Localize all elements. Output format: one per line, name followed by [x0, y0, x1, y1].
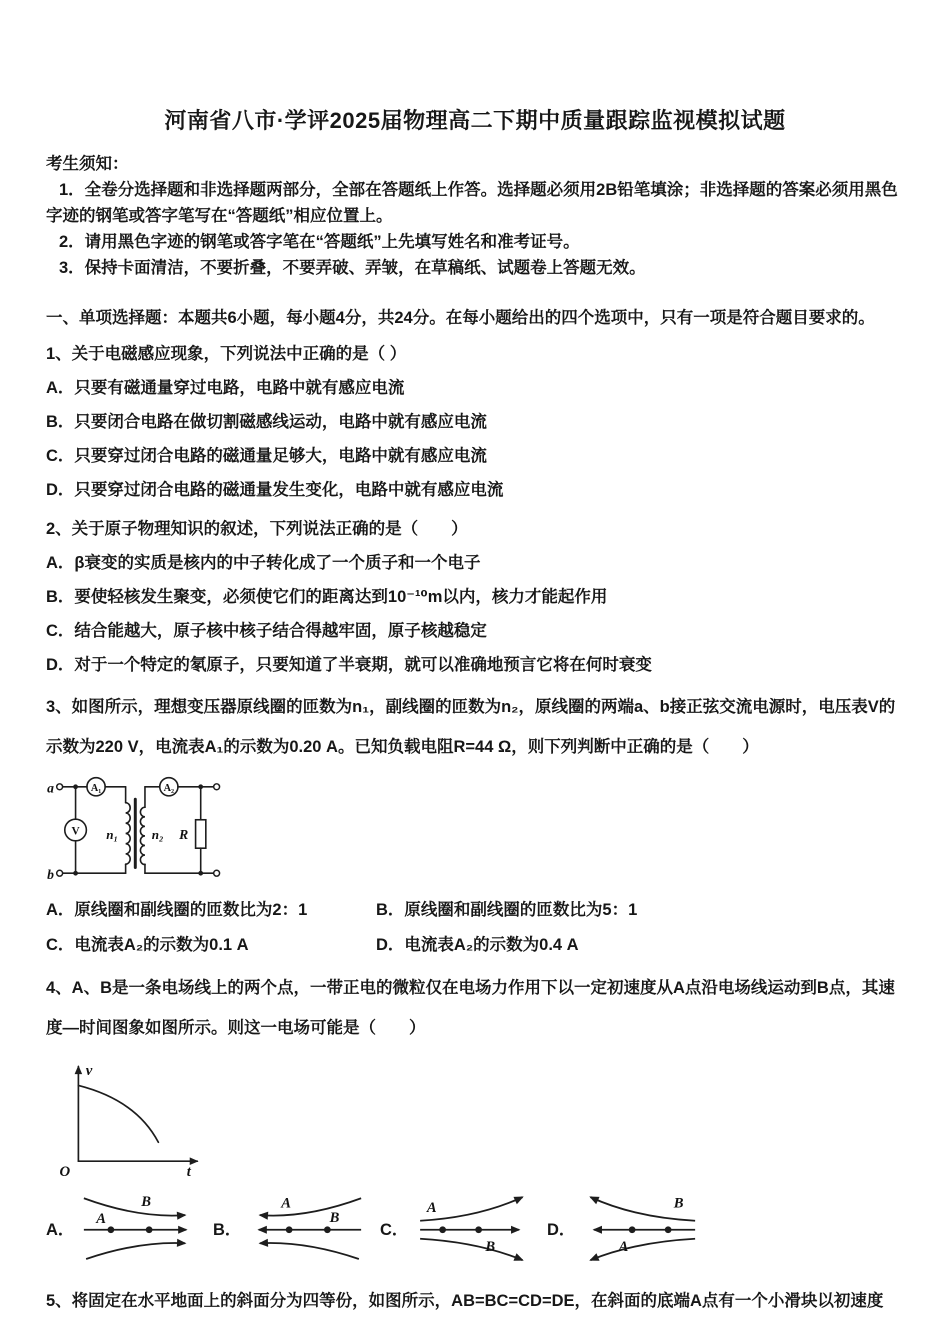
- question-4-options: [46, 1187, 904, 1268]
- option-b-letter: B．: [213, 1220, 242, 1239]
- question-4-option-a: [46, 1187, 213, 1268]
- question-4-option-c: [380, 1187, 547, 1268]
- question-1-option-a: A．只要有磁通量穿过电路，电路中就有感应电流: [46, 379, 405, 397]
- terminal-a-label: a: [47, 780, 54, 796]
- point-b-label: B: [141, 1194, 152, 1211]
- point-b-label: B: [674, 1195, 684, 1212]
- option-a-letter: A．: [46, 1220, 75, 1239]
- option-d-letter: D．: [547, 1220, 576, 1239]
- question-3-option-c: C．电流表A₂的示数为0.1 A: [46, 936, 249, 954]
- question-3: [46, 687, 904, 963]
- question-2-option-c: C．结合能越大，原子核中核子结合得越牢固，原子核越稳定: [46, 622, 487, 640]
- terminal-b-label: b: [47, 866, 54, 882]
- question-3-option-a: A．原线圈和副线圈的匝数比为2：1: [46, 901, 308, 919]
- point-a-label: A: [281, 1195, 292, 1212]
- field-lines-diagram-c: [411, 1187, 535, 1268]
- voltmeter-label: V: [71, 825, 80, 838]
- graph-v-axis-label: v: [85, 1062, 93, 1079]
- question-2-option-b: B．要使轻核发生聚变，必须使它们的距离达到10⁻¹⁰m以内，核力才能起作用: [46, 588, 608, 606]
- question-4-stem: 4、A、B是一条电场线上的两个点，一带正电的微粒仅在电场力作用下以一定初速度从A点沿电场线运动到B点，其速度—时间图象如图所示。则这一电场可能是（ ）: [46, 979, 895, 1037]
- field-lines-diagram-d: [578, 1187, 702, 1268]
- question-2-stem: 2、关于原子物理知识的叙述，下列说法正确的是（ ）: [46, 520, 468, 538]
- field-lines-diagram-b: [244, 1187, 368, 1268]
- question-5-stem: 5、将固定在水平地面上的斜面分为四等份，如图所示，AB=BC=CD=DE，在斜面的底端A点有一个小滑块以初速度: [46, 1292, 884, 1310]
- question-2-option-a: A．β衰变的实质是核内的中子转化成了一个质子和一个电子: [46, 554, 481, 572]
- question-3-option-b: B．原线圈和副线圈的匝数比为5：1: [376, 901, 638, 919]
- question-1-option-d: D．只要穿过闭合电路的磁通量发生变化，电路中就有感应电流: [46, 481, 504, 499]
- question-2: [46, 512, 904, 682]
- question-1: [46, 337, 904, 507]
- question-1-option-b: B．只要闭合电路在做切割磁感线运动，电路中就有感应电流: [46, 413, 487, 431]
- point-a-label: A: [427, 1199, 438, 1216]
- notice-item-2: 2．请用黑色字迹的钢笔或答字笔在“答题纸”上先填写姓名和准考证号。: [59, 233, 580, 251]
- field-lines-diagram-a: [77, 1187, 201, 1268]
- option-c-letter: C．: [380, 1220, 409, 1239]
- point-a-label: A: [96, 1211, 107, 1227]
- point-b-label: B: [485, 1239, 496, 1256]
- question-3-options: [46, 893, 904, 963]
- question-3-stem: 3、如图所示，理想变压器原线圈的匝数为n₁，副线圈的匝数为n₂，原线圈的两端a、b接正弦交流电源时，电压表V的示数为220 V，电流表A₁的示数为0.20 A。已知负载电阻R=44 Ω，则下列判断中正确的是（ ）: [46, 698, 896, 756]
- graph-t-axis-label: t: [186, 1163, 191, 1177]
- point-b-label: B: [330, 1209, 340, 1226]
- point-a-label: A: [619, 1239, 629, 1256]
- question-4-option-b: [213, 1187, 380, 1268]
- primary-coil-label: n₁: [106, 827, 119, 843]
- question-4-option-d: [547, 1187, 714, 1268]
- candidate-notice: [46, 151, 904, 281]
- velocity-time-graph-figure: [52, 1056, 210, 1177]
- notice-header: 考生须知：: [46, 155, 129, 173]
- secondary-coil-label: n₂: [151, 827, 164, 843]
- exam-title: 河南省八市·学评2025届物理高二下期中质量跟踪监视模拟试题: [164, 108, 786, 133]
- transformer-circuit-figure: [46, 773, 228, 887]
- notice-item-1: 1．全卷分选择题和非选择题两部分，全部在答题纸上作答。选择题必须用2B铅笔填涂；非选择题的答案必须用黑色字迹的钢笔或答字笔写在“答题纸”相应位置上。: [46, 181, 898, 225]
- question-3-option-d: D．电流表A₂的示数为0.4 A: [376, 936, 579, 954]
- question-4: [46, 968, 904, 1268]
- resistor-label: R: [179, 827, 189, 843]
- question-1-stem: 1、关于电磁感应现象，下列说法中正确的是（ ）: [46, 345, 407, 363]
- graph-origin-label: O: [59, 1163, 71, 1177]
- notice-item-3: 3．保持卡面清洁，不要折叠，不要弄破、弄皱，在草稿纸、试题卷上答题无效。: [59, 259, 646, 277]
- ammeter-2-label: A₂: [163, 782, 175, 794]
- ammeter-1-label: A₁: [90, 782, 102, 794]
- section-1-header: 一、单项选择题：本题共6小题，每小题4分，共24分。在每小题给出的四个选项中，只有一项是符合题目要求的。: [46, 309, 875, 327]
- question-1-option-c: C．只要穿过闭合电路的磁通量足够大，电路中就有感应电流: [46, 447, 487, 465]
- question-2-option-d: D．对于一个特定的氡原子，只要知道了半衰期，就可以准确地预言它将在何时衰变: [46, 656, 652, 674]
